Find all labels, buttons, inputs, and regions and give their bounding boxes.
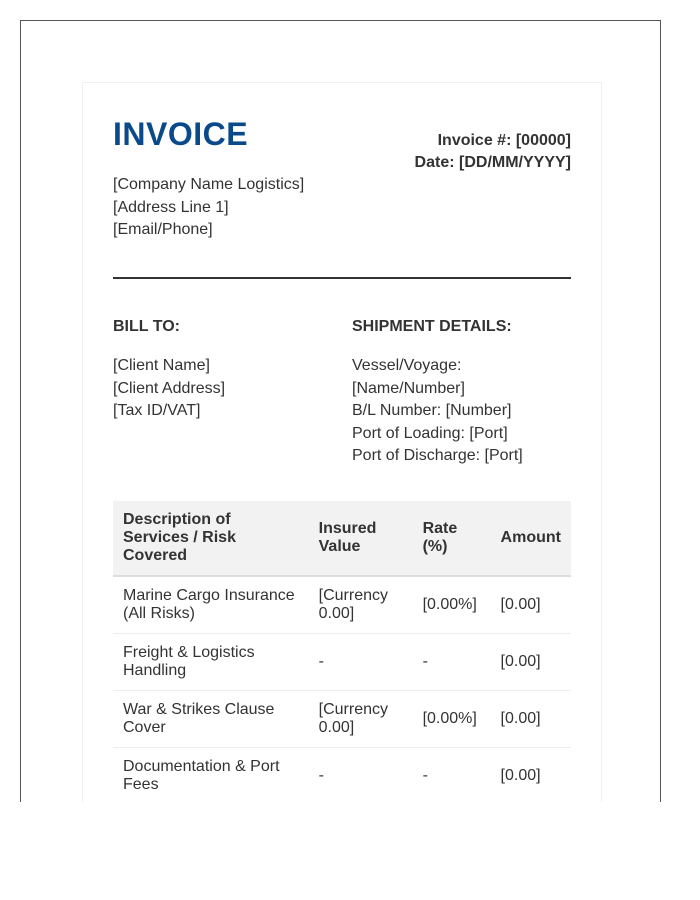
- row-insured-value: -: [309, 748, 413, 803]
- header-description: Description of Services / Risk Covered: [113, 501, 309, 576]
- shipment-lines: [352, 355, 592, 468]
- row-rate: [0.00%]: [413, 576, 491, 634]
- header-amount: Amount: [491, 501, 571, 576]
- invoice-header: [113, 83, 571, 279]
- company-info: [113, 174, 304, 242]
- company-name: [Company Name Logistics]: [113, 176, 305, 193]
- bill-to-heading: BILL TO:: [113, 318, 180, 335]
- row-amount: [0.00]: [491, 634, 571, 691]
- table-row: [113, 576, 571, 634]
- row-rate: -: [413, 634, 491, 691]
- company-address: [Address Line 1]: [113, 198, 229, 216]
- table-row: [113, 691, 571, 748]
- shipment-line: Port of Discharge: [Port]: [352, 447, 523, 464]
- bill-to-lines: [113, 355, 343, 423]
- row-description: War & Strikes Clause Cover: [113, 691, 309, 748]
- shipment-line: [Name/Number]: [352, 379, 465, 397]
- header-insured-value: Insured Value: [309, 501, 413, 576]
- table-row: [113, 634, 571, 691]
- table-header-row: [113, 501, 571, 576]
- invoice-number: Invoice #: [00000]: [437, 132, 571, 149]
- shipment-line: Vessel/Voyage:: [352, 357, 462, 374]
- bill-to-block: [113, 317, 343, 423]
- row-rate: [0.00%]: [413, 691, 491, 748]
- table-row: [113, 748, 571, 803]
- row-insured-value: -: [309, 634, 413, 691]
- row-amount: [0.00]: [491, 748, 571, 803]
- invoice-date: Date: [DD/MM/YYYY]: [414, 154, 571, 171]
- client-address: [Client Address]: [113, 379, 226, 397]
- row-description: Freight & Logistics Handling: [113, 634, 309, 691]
- row-insured-value: [Currency 0.00]: [309, 691, 413, 748]
- row-description: Documentation & Port Fees: [113, 748, 309, 803]
- shipment-heading: SHIPMENT DETAILS:: [352, 318, 512, 335]
- company-contact: [Email/Phone]: [113, 221, 213, 238]
- row-amount: [0.00]: [491, 576, 571, 634]
- document-frame: [20, 20, 661, 802]
- shipment-details-block: [352, 317, 592, 468]
- header-rate: Rate (%): [413, 501, 491, 576]
- shipment-line: B/L Number: [Number]: [352, 402, 512, 419]
- invoice-meta: [415, 130, 571, 174]
- invoice-page: [82, 82, 602, 802]
- row-rate: -: [413, 748, 491, 803]
- info-section: [113, 279, 571, 501]
- client-tax-id: [Tax ID/VAT]: [113, 402, 201, 419]
- line-items-table: [113, 501, 571, 802]
- invoice-title: INVOICE: [113, 116, 249, 152]
- row-insured-value: [Currency 0.00]: [309, 576, 413, 634]
- row-amount: [0.00]: [491, 691, 571, 748]
- client-name: [Client Name]: [113, 357, 210, 374]
- shipment-line: Port of Loading: [Port]: [352, 424, 508, 442]
- row-description: Marine Cargo Insurance (All Risks): [113, 576, 309, 634]
